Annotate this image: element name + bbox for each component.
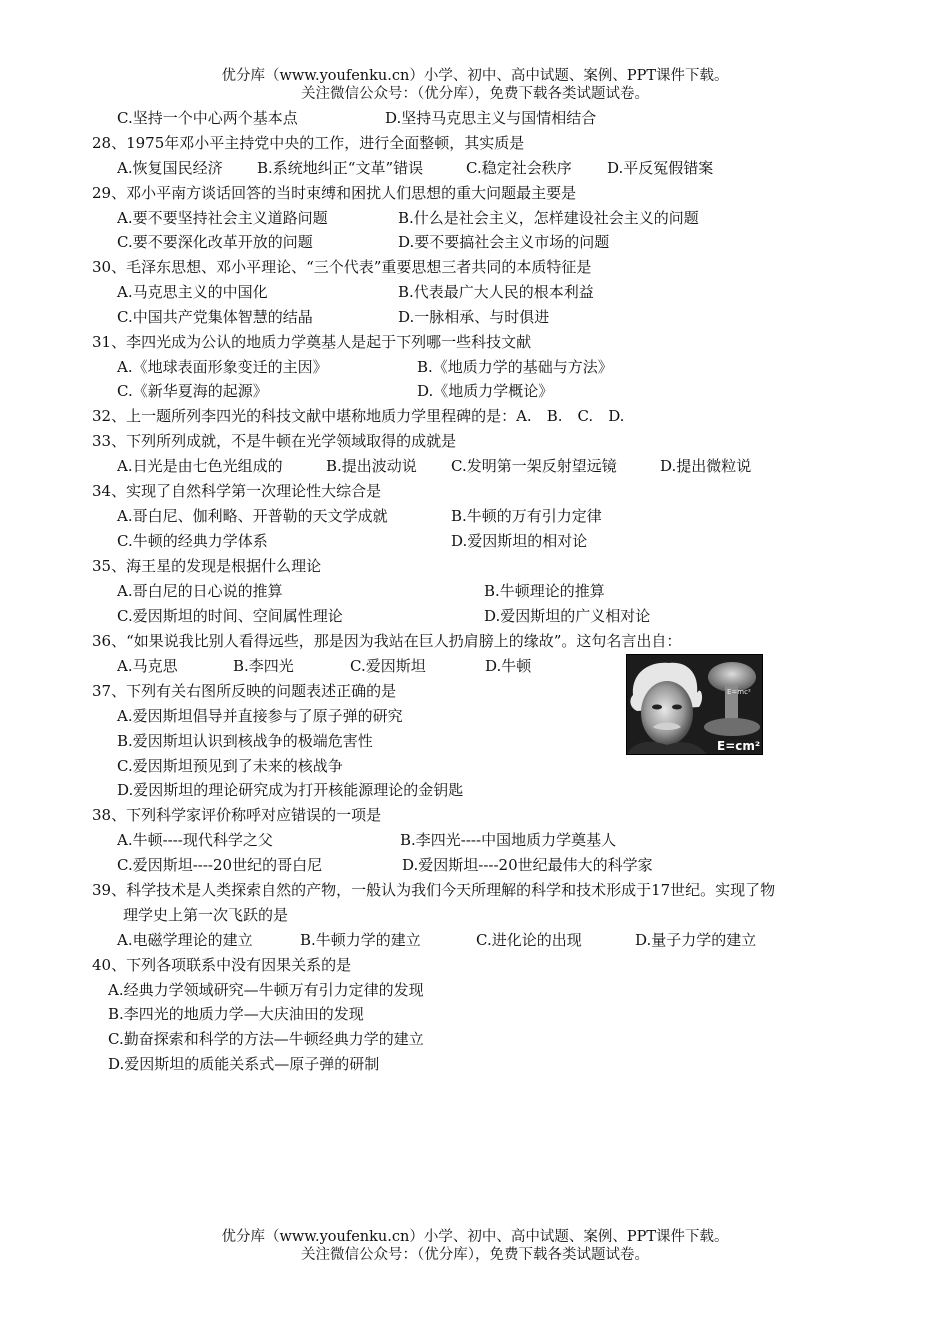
question-36-stem: 36、“如果说我比别人看得远些，那是因为我站在巨人扔肩膀上的缘故”。这句名言出自： bbox=[92, 632, 682, 650]
question-36-option-b: B.李四光 bbox=[233, 657, 294, 675]
question-33-option-c: C.发明第一架反射望远镜 bbox=[451, 457, 617, 475]
header-line-2: 关注微信公众号：（优分库），免费下载各类试题试卷。 bbox=[301, 86, 649, 102]
question-31-option-d: D.《地质力学概论》 bbox=[417, 382, 554, 400]
question-40-option-c: C.勤奋探索和科学的方法—牛顿经典力学的建立 bbox=[108, 1030, 424, 1048]
question-40-stem: 40、下列各项联系中没有因果关系的是 bbox=[92, 956, 352, 974]
question-28-option-c: C.稳定社会秩序 bbox=[466, 159, 572, 177]
question-35-option-d: D.爱因斯坦的广义相对论 bbox=[484, 607, 651, 625]
question-28-stem: 28、1975年邓小平主持党中央的工作，进行全面整顿，其实质是 bbox=[92, 134, 525, 152]
prev-option-d: D.坚持马克思主义与国情相结合 bbox=[385, 109, 597, 127]
question-29-option-c: C.要不要深化改革开放的问题 bbox=[117, 233, 313, 251]
question-31-stem: 31、李四光成为公认的地质力学奠基人是起于下列哪一些科技文献 bbox=[92, 333, 532, 351]
question-39-option-b: B.牛顿力学的建立 bbox=[300, 931, 421, 949]
question-35-option-a: A.哥白尼的日心说的推算 bbox=[117, 582, 283, 600]
question-40-option-a: A.经典力学领域研究—牛顿万有引力定律的发现 bbox=[108, 981, 424, 999]
question-32-stem: 32、上一题所列李四光的科技文献中堪称地质力学里程碑的是：A. B. C. D. bbox=[92, 407, 625, 425]
question-38-option-a: A.牛顿----现代科学之父 bbox=[117, 831, 273, 849]
question-35-option-c: C.爱因斯坦的时间、空间属性理论 bbox=[117, 607, 343, 625]
question-36-option-a: A.马克思 bbox=[117, 657, 178, 675]
question-40-option-b: B.李四光的地质力学—大庆油田的发现 bbox=[108, 1005, 364, 1023]
question-37-option-c: C.爱因斯坦预见到了未来的核战争 bbox=[117, 757, 343, 775]
question-34-option-d: D.爱因斯坦的相对论 bbox=[451, 532, 588, 550]
question-29-option-a: A.要不要坚持社会主义道路问题 bbox=[117, 209, 328, 227]
question-37-option-d: D.爱因斯坦的理论研究成为打开核能源理论的金钥匙 bbox=[117, 781, 464, 799]
einstein-nuclear-photo bbox=[626, 654, 763, 755]
question-33-option-d: D.提出微粒说 bbox=[660, 457, 752, 475]
footer-line-1: 优分库（www.youfenku.cn）小学、初中、高中试题、案例、PPT课件下载。 bbox=[221, 1229, 729, 1245]
question-29-stem: 29、邓小平南方谈话回答的当时束缚和困扰人们思想的重大问题最主要是 bbox=[92, 184, 577, 202]
question-28-option-b: B.系统地纠正“文革”错误 bbox=[257, 159, 424, 177]
question-30-option-a: A.马克思主义的中国化 bbox=[117, 283, 268, 301]
question-28-option-d: D.平反冤假错案 bbox=[607, 159, 714, 177]
question-38-option-b: B.李四光----中国地质力学奠基人 bbox=[400, 831, 617, 849]
prev-option-c: C.坚持一个中心两个基本点 bbox=[117, 109, 298, 127]
footer-line-2: 关注微信公众号：（优分库），免费下载各类试题试卷。 bbox=[301, 1247, 649, 1263]
question-36-option-c: C.爱因斯坦 bbox=[350, 657, 426, 675]
question-28-option-a: A.恢复国民经济 bbox=[117, 159, 223, 177]
question-38-option-d: D.爱因斯坦----20世纪最伟大的科学家 bbox=[402, 856, 653, 874]
question-34-option-c: C.牛顿的经典力学体系 bbox=[117, 532, 268, 550]
formula-text: E=cm² bbox=[717, 739, 761, 753]
question-33-option-b: B.提出波动说 bbox=[326, 457, 417, 475]
question-39-option-c: C.进化论的出现 bbox=[476, 931, 582, 949]
question-34-option-b: B.牛顿的万有引力定律 bbox=[451, 507, 602, 525]
question-29-option-d: D.要不要搞社会主义市场的问题 bbox=[398, 233, 610, 251]
question-39-stem: 39、科学技术是人类探索自然的产物，一般认为我们今天所理解的科学和技术形成于17世纪。实现了物 bbox=[92, 881, 776, 899]
question-30-stem: 30、毛泽东思想、邓小平理论、“三个代表”重要思想三者共同的本质特征是 bbox=[92, 258, 592, 276]
question-30-option-c: C.中国共产党集体智慧的结晶 bbox=[117, 308, 313, 326]
question-34-stem: 34、实现了自然科学第一次理论性大综合是 bbox=[92, 482, 382, 500]
question-35-stem: 35、海王星的发现是根据什么理论 bbox=[92, 557, 322, 575]
question-29-option-b: B.什么是社会主义，怎样建设社会主义的问题 bbox=[398, 209, 699, 227]
question-30-option-d: D.一脉相承、与时俱进 bbox=[398, 308, 550, 326]
question-36-option-d: D.牛顿 bbox=[485, 657, 532, 675]
question-38-option-c: C.爱因斯坦----20世纪的哥白尼 bbox=[117, 856, 323, 874]
question-39-stem-continued: 理学史上第一次飞跃的是 bbox=[123, 906, 289, 924]
question-40-option-d: D.爱因斯坦的质能关系式—原子弹的研制 bbox=[108, 1055, 380, 1073]
question-37-option-b: B.爱因斯坦认识到核战争的极端危害性 bbox=[117, 732, 373, 750]
question-35-option-b: B.牛顿理论的推算 bbox=[484, 582, 605, 600]
question-31-option-c: C.《新华夏海的起源》 bbox=[117, 382, 268, 400]
question-33-option-a: A.日光是由七色光组成的 bbox=[117, 457, 283, 475]
question-34-option-a: A.哥白尼、伽利略、开普勒的天文学成就 bbox=[117, 507, 388, 525]
question-33-stem: 33、下列所列成就，不是牛顿在光学领域取得的成就是 bbox=[92, 432, 457, 450]
small-formula-text: E=mc² bbox=[727, 688, 751, 696]
question-31-option-b: B.《地质力学的基础与方法》 bbox=[417, 358, 613, 376]
question-31-option-a: A.《地球表面形象变迁的主因》 bbox=[117, 358, 328, 376]
question-37-stem: 37、下列有关右图所反映的问题表述正确的是 bbox=[92, 682, 397, 700]
question-38-stem: 38、下列科学家评价称呼对应错误的一项是 bbox=[92, 806, 382, 824]
question-39-option-d: D.量子力学的建立 bbox=[635, 931, 757, 949]
header-line-1: 优分库（www.youfenku.cn）小学、初中、高中试题、案例、PPT课件下载。 bbox=[221, 68, 729, 84]
question-30-option-b: B.代表最广大人民的根本利益 bbox=[398, 283, 594, 301]
question-39-option-a: A.电磁学理论的建立 bbox=[117, 931, 253, 949]
question-37-option-a: A.爱因斯坦倡导并直接参与了原子弹的研究 bbox=[117, 707, 403, 725]
